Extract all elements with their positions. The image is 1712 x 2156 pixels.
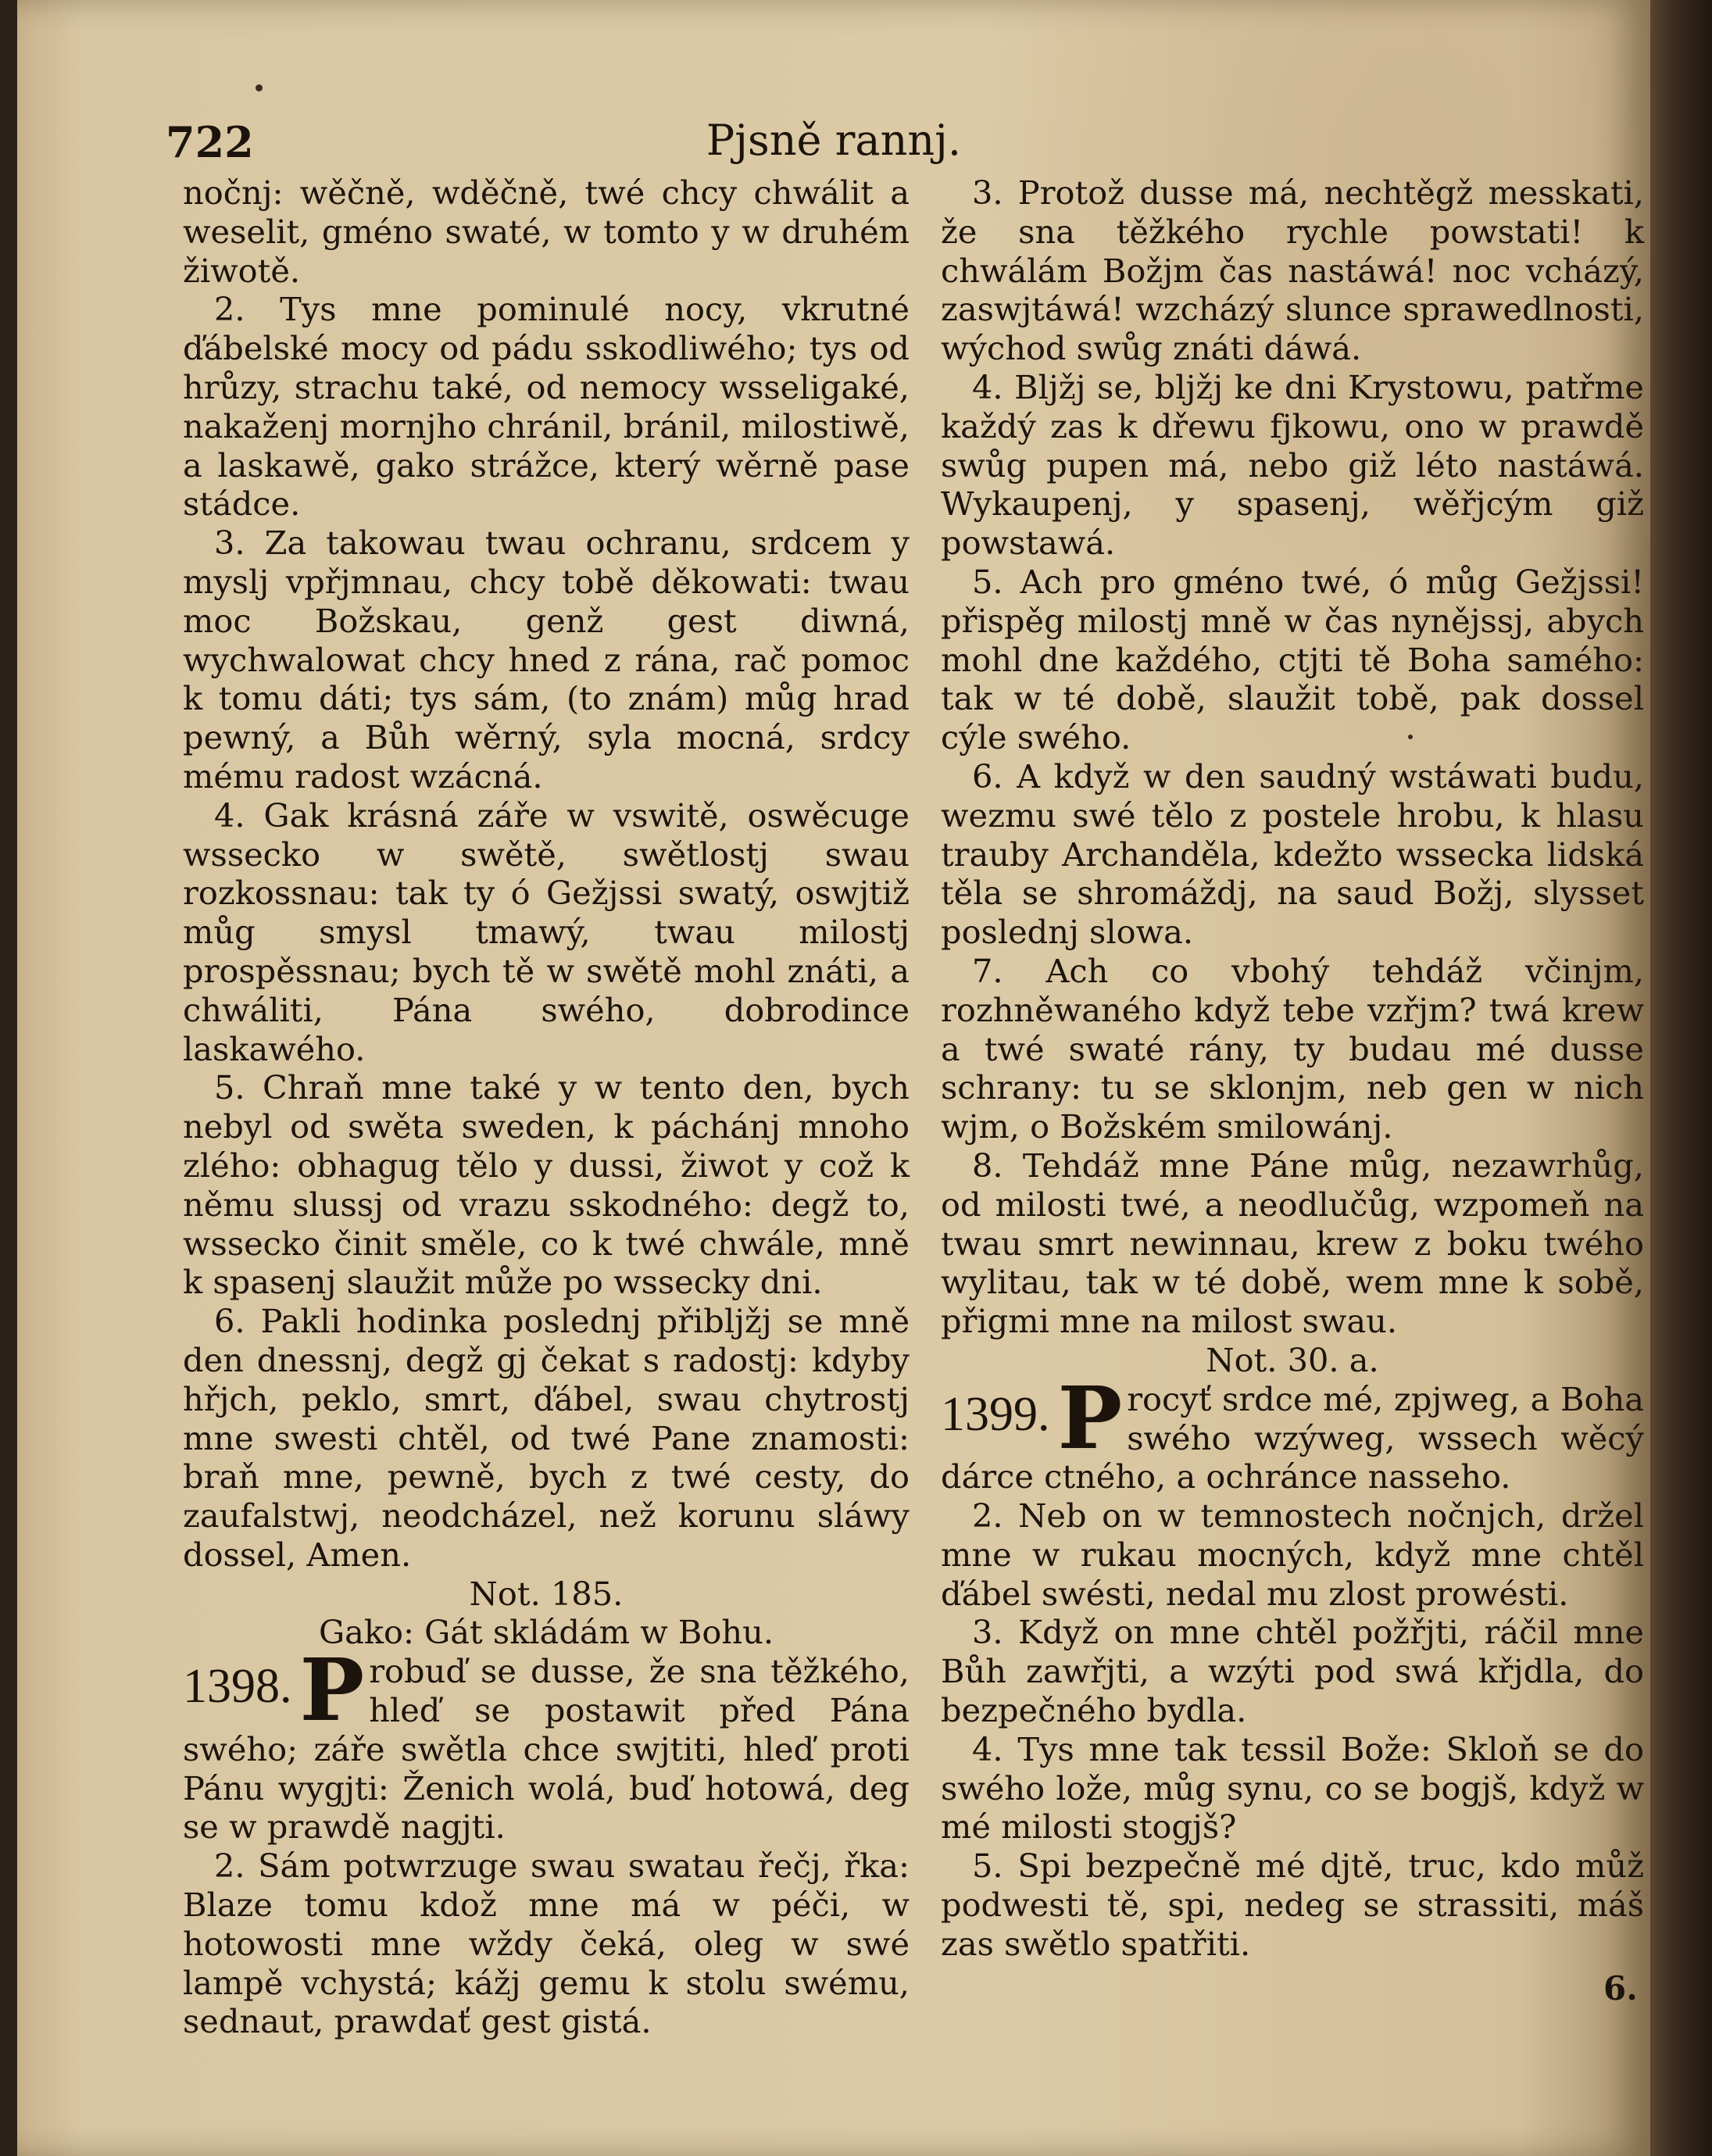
verse-1398-3: 3. Protož dusse má, nechtěgž messkati, že sna těžkého rychle powstati! k chwálám Božjm čas nastáwá! noc vcházý, zaswjtáwá! wzcházý slunce sprawedlnosti, wýchod swůg znáti dáwá.: [941, 173, 1644, 368]
verse-1399-3: 3. Když on mne chtěl požřjti, ráčil mne Bůh zawřjti, a wzýti pod swá křjdla, do bezpečného bydla.: [941, 1613, 1644, 1730]
catchword: 6.: [1603, 1969, 1638, 2008]
verse-1398-6: 6. A když w den saudný wstáwati budu, wezmu swé tělo z postele hrobu, k hlasu trauby Archanděla, kdežto wssecka lidská těla se shromáždj, na saud Božj, slysset poslednj slowa.: [941, 756, 1644, 952]
verse-1397-2: 2. Tys mne pominulé nocy, vkrutné ďábelské mocy od pádu sskodliwého; tys od hrůzy, strachu také, od nemocy wsseligaké, nakaženj mornjho chránil, bránil, milostiwě, a laskawě, gako strážce, který wěrně pase stádce.: [183, 290, 910, 524]
verse-1397-5: 5. Chraň mne také y w tento den, bych nebyl od swěta swеden, k páchánj mnoho zlého: obhagug tělo y dussi, žiwot y což k němu slussj od vrazu sskodného: degž to, wsseсko činit směle, co k twé chwále, mně k spasenj slaužit může po wssecky dni.: [183, 1068, 910, 1302]
verse-1398-1: robuď se dusse, že sna těžkého, hleď se postawit před Pána swého; záře swětla chce swjtiti, hleď proti Pánu wygjti: Ženich wolá, buď hotowá, deg se w prawdě nagjti.: [183, 1652, 910, 1847]
verse-1398-4: 4. Blјžј se, blјžј ke dni Krystowu, patřme každý zas k dřewu fjkowu, ono w prawdě swůg pupen má, nebo giž léto nastáwá. Wykaupenj, y spasenj, wěřjcým giž powstawá.: [941, 367, 1644, 563]
verse-1398-5: 5. Ach pro gméno twé, ó můg Gežjssi! přispěg milostj mně w čas nynějssj, abych mohl dne každého, ctjti tě Boha samého: tak w té době, slaužit tobě, pak dossel cýle swého.: [941, 562, 1644, 757]
hymn-number: 1399.: [941, 1387, 1050, 1441]
drop-cap-initial: P: [299, 1639, 365, 1741]
verse-1398-2: 2. Sám potwrzuge swau swatau řečj, řka: Blaze tomu kdož mne má w péči, w hotowosti mne wždy čeká, oleg w swé lampě vchystá; kážj gemu k stolu swému, sednaut, prawdať gest gistá.: [183, 1847, 910, 2041]
verse-1397-6: 6. Pakli hodinka poslednj přiblјžј se mně den dnessnj, degž gj čekat s radostj: kdyby hřjch, peklo, smrt, ďábel, swau chytrostj mne swesti chtěl, od twé Pane znamosti: braň mne, pewně, bych z twé cesty, do zaufalstwj, neodcházel, než korunu sláwy dossel, Amen.: [183, 1302, 910, 1574]
hymn-1397-tail-opening: nočnj: wěčně, wděčně, twé chcy chwálit a weselit, gméno swaté, w tomto y w druhém žiwotě.: [183, 173, 910, 290]
verse-1398-7: 7. Ach co vbohý tehdáž včinjm, rozhněwaného když tebe vzřjm? twá krew a twé swaté rány, ty budau mé dusse schrany: tu se sklonjm, neb gen w nich wjm, o Božském smilowánj.: [941, 951, 1644, 1146]
verse-1399-2: 2. Neb on w temnostech nočnjch, držel mne w rukau mocných, když mne chtěl ďábel swésti, nedal mu zlost prowésti.: [941, 1496, 1644, 1613]
drop-cap-initial: P: [1057, 1367, 1123, 1468]
melody-reference: Not. 30. a.: [1206, 1340, 1379, 1379]
tune-reference: Gako: Gát skládám w Bohu.: [318, 1613, 774, 1652]
left-column: [183, 173, 910, 2041]
verse-1399-5: 5. Spi bezpečně mé djtě, truc, kdo můž podwesti tě, spi, nedeg se strassiti, máš zas swětlo spatřiti.: [941, 1847, 1644, 1963]
book-page: [17, 0, 1650, 2156]
hymn-number: 1398.: [183, 1660, 292, 1714]
verse-1398-8: 8. Tehdáž mne Páne můg, nezawrhůg, od milosti twé, a neodlučůg, wzpomeň na twau smrt newinnau, krew z boku twého wylitau, tak w té době, wem mne k sobě, přigmi mne na milost swau.: [941, 1146, 1644, 1341]
ink-speck: [256, 84, 263, 91]
verse-1399-4: 4. Tys mne tak tєssil Bože: Skloň se do swého lože, můg synu, co se bogjš, když w mé milosti stogjš?: [941, 1729, 1644, 1847]
hymn-1398-start: [183, 1639, 910, 1847]
hymn-1399-start: [941, 1367, 1644, 1496]
page-number: 722: [166, 117, 254, 167]
running-title: Pjsně rannj.: [706, 116, 962, 165]
verse-1397-3: 3. Za takowau twau ochranu, srdcem y myslj vpřjmnau, chcy tobě děkowati: twau moc Božskau, genž gest diwná, wychwalowat chcy hned z rána, rač pomoc k tomu dáti; tys sám, (to znám) můg hrad pewný, a Bůh wěrný, syla mocná, srdcy mému radost wzácná.: [183, 524, 910, 796]
verse-1399-1: rocyť srdce mé, zpjweg, a Boha swého wzýweg, wssech wěcý dárce ctného, a ochránce nasseho.: [941, 1379, 1644, 1496]
verse-1397-4: 4. Gak krásná záře w vswitě, oswěcuge wsseсko w swětě, swětlostj swau rozkossnau: tak ty ó Gežjssi swatý, oswjtiž můg smysl tmawý, twau milostj prospěssnau; bych tě w swětě mohl znáti, a chwáliti, Pána swého, dobrodince laskawého.: [183, 796, 910, 1068]
book-spine-shadow: [1650, 0, 1712, 2156]
melody-reference: Not. 185.: [469, 1574, 624, 1613]
right-column: [941, 173, 1644, 1964]
